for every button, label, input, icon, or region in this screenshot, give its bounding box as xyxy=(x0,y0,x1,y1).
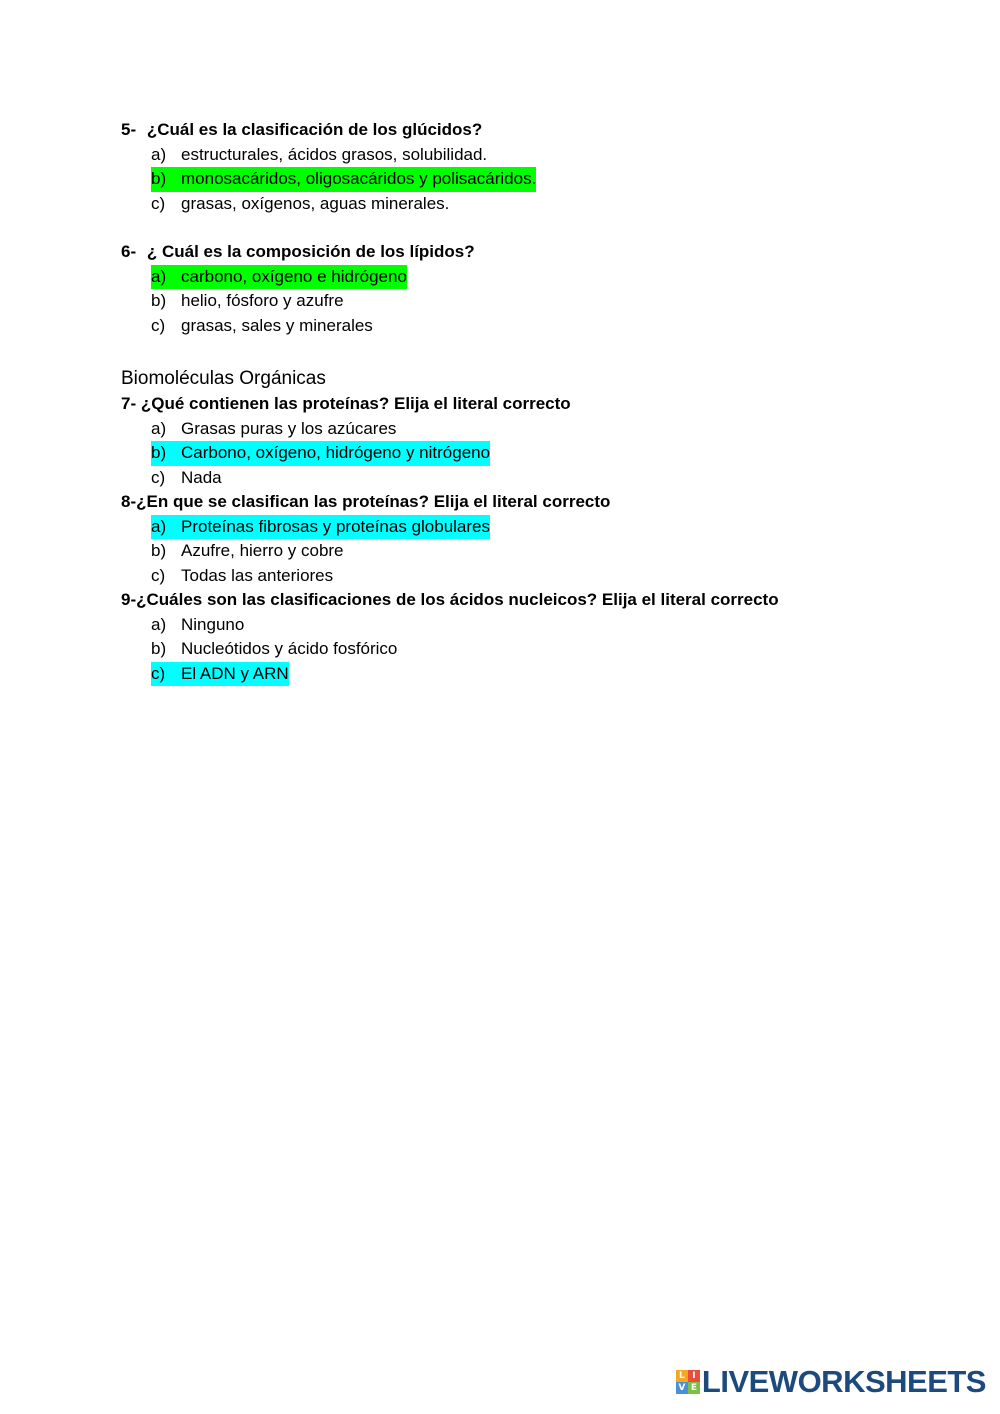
option-letter: c) xyxy=(151,663,166,683)
option-text: Nucleótidos y ácido fosfórico xyxy=(181,639,398,658)
option-text: Todas las anteriores xyxy=(181,565,334,585)
q6-option-b[interactable] xyxy=(121,289,981,314)
question-8: 8-¿En que se clasifican las proteínas? Elija el literal correcto xyxy=(121,492,611,511)
highlighted-answer xyxy=(151,167,536,192)
option-letter: a) xyxy=(151,418,167,438)
question-9: 9-¿Cuáles son las clasificaciones de los ácidos nucleicos? Elija el literal correcto xyxy=(121,590,779,609)
q5-option-a[interactable] xyxy=(121,143,981,168)
option-text: Grasas puras y los azúcares xyxy=(181,418,397,438)
highlighted-answer xyxy=(151,662,289,687)
question-5-text: ¿Cuál es la clasificación de los glúcidos? xyxy=(146,120,483,139)
liveworksheets-mark-icon xyxy=(676,1370,700,1394)
q7-option-c[interactable] xyxy=(121,466,981,491)
section-title: Biomoléculas Orgánicas xyxy=(121,368,326,389)
highlighted-answer xyxy=(151,441,490,466)
logo-text: LIVEWORKSHEETS xyxy=(701,1364,986,1399)
option-letter: b) xyxy=(151,443,167,462)
option-letter: b) xyxy=(151,639,167,658)
option-text: monosacáridos, oligosacáridos y polisacáridos. xyxy=(181,169,537,188)
option-letter: c) xyxy=(151,315,166,335)
option-letter: a) xyxy=(151,266,167,286)
option-text: Proteínas fibrosas y proteínas globulares xyxy=(181,516,491,536)
question-5 xyxy=(121,118,981,143)
option-letter: b) xyxy=(151,291,167,310)
option-letter: c) xyxy=(151,193,166,213)
option-letter: a) xyxy=(151,516,167,536)
question-6-number: 6- xyxy=(121,242,137,261)
q8-option-a[interactable] xyxy=(121,515,981,540)
option-letter: a) xyxy=(151,614,167,634)
worksheet-page xyxy=(121,118,981,686)
q9-option-c[interactable] xyxy=(121,662,981,687)
q5-option-b[interactable] xyxy=(121,167,981,192)
option-text: grasas, oxígenos, aguas minerales. xyxy=(181,193,450,213)
highlighted-answer xyxy=(151,265,407,290)
q7-option-a[interactable] xyxy=(121,417,981,442)
option-letter: b) xyxy=(151,541,167,560)
option-letter: c) xyxy=(151,565,166,585)
option-text: carbono, oxígeno e hidrógeno xyxy=(181,266,407,286)
question-5-number: 5- xyxy=(121,120,137,139)
option-text: Carbono, oxígeno, hidrógeno y nitrógeno xyxy=(181,443,491,462)
q9-option-a[interactable] xyxy=(121,613,981,638)
option-text: estructurales, ácidos grasos, solubilidad. xyxy=(181,144,488,164)
q9-option-b[interactable] xyxy=(121,637,981,662)
logo-mark-letter: L xyxy=(676,1370,688,1382)
question-6 xyxy=(121,240,981,265)
option-letter: c) xyxy=(151,467,166,487)
option-text: Nada xyxy=(181,467,222,487)
logo-mark-letter: V xyxy=(676,1382,688,1394)
logo-mark-letter: E xyxy=(688,1382,700,1394)
liveworksheets-logo xyxy=(676,1364,986,1400)
highlighted-answer xyxy=(151,515,490,540)
q6-option-c[interactable] xyxy=(121,314,981,339)
q7-option-b[interactable] xyxy=(121,441,981,466)
question-6-text: ¿ Cuál es la composición de los lípidos? xyxy=(146,242,475,261)
option-text: El ADN y ARN xyxy=(181,663,289,683)
question-7: 7- ¿Qué contienen las proteínas? Elija el literal correcto xyxy=(121,394,571,413)
option-text: grasas, sales y minerales xyxy=(181,315,373,335)
option-letter: b) xyxy=(151,169,167,188)
q8-option-b[interactable] xyxy=(121,539,981,564)
option-letter: a) xyxy=(151,144,167,164)
q6-option-a[interactable] xyxy=(121,265,981,290)
option-text: Ninguno xyxy=(181,614,245,634)
q8-option-c[interactable] xyxy=(121,564,981,589)
logo-mark-letter: I xyxy=(688,1370,700,1382)
option-text: helio, fósforo y azufre xyxy=(181,291,344,310)
q5-option-c[interactable] xyxy=(121,192,981,217)
option-text: Azufre, hierro y cobre xyxy=(181,541,344,560)
